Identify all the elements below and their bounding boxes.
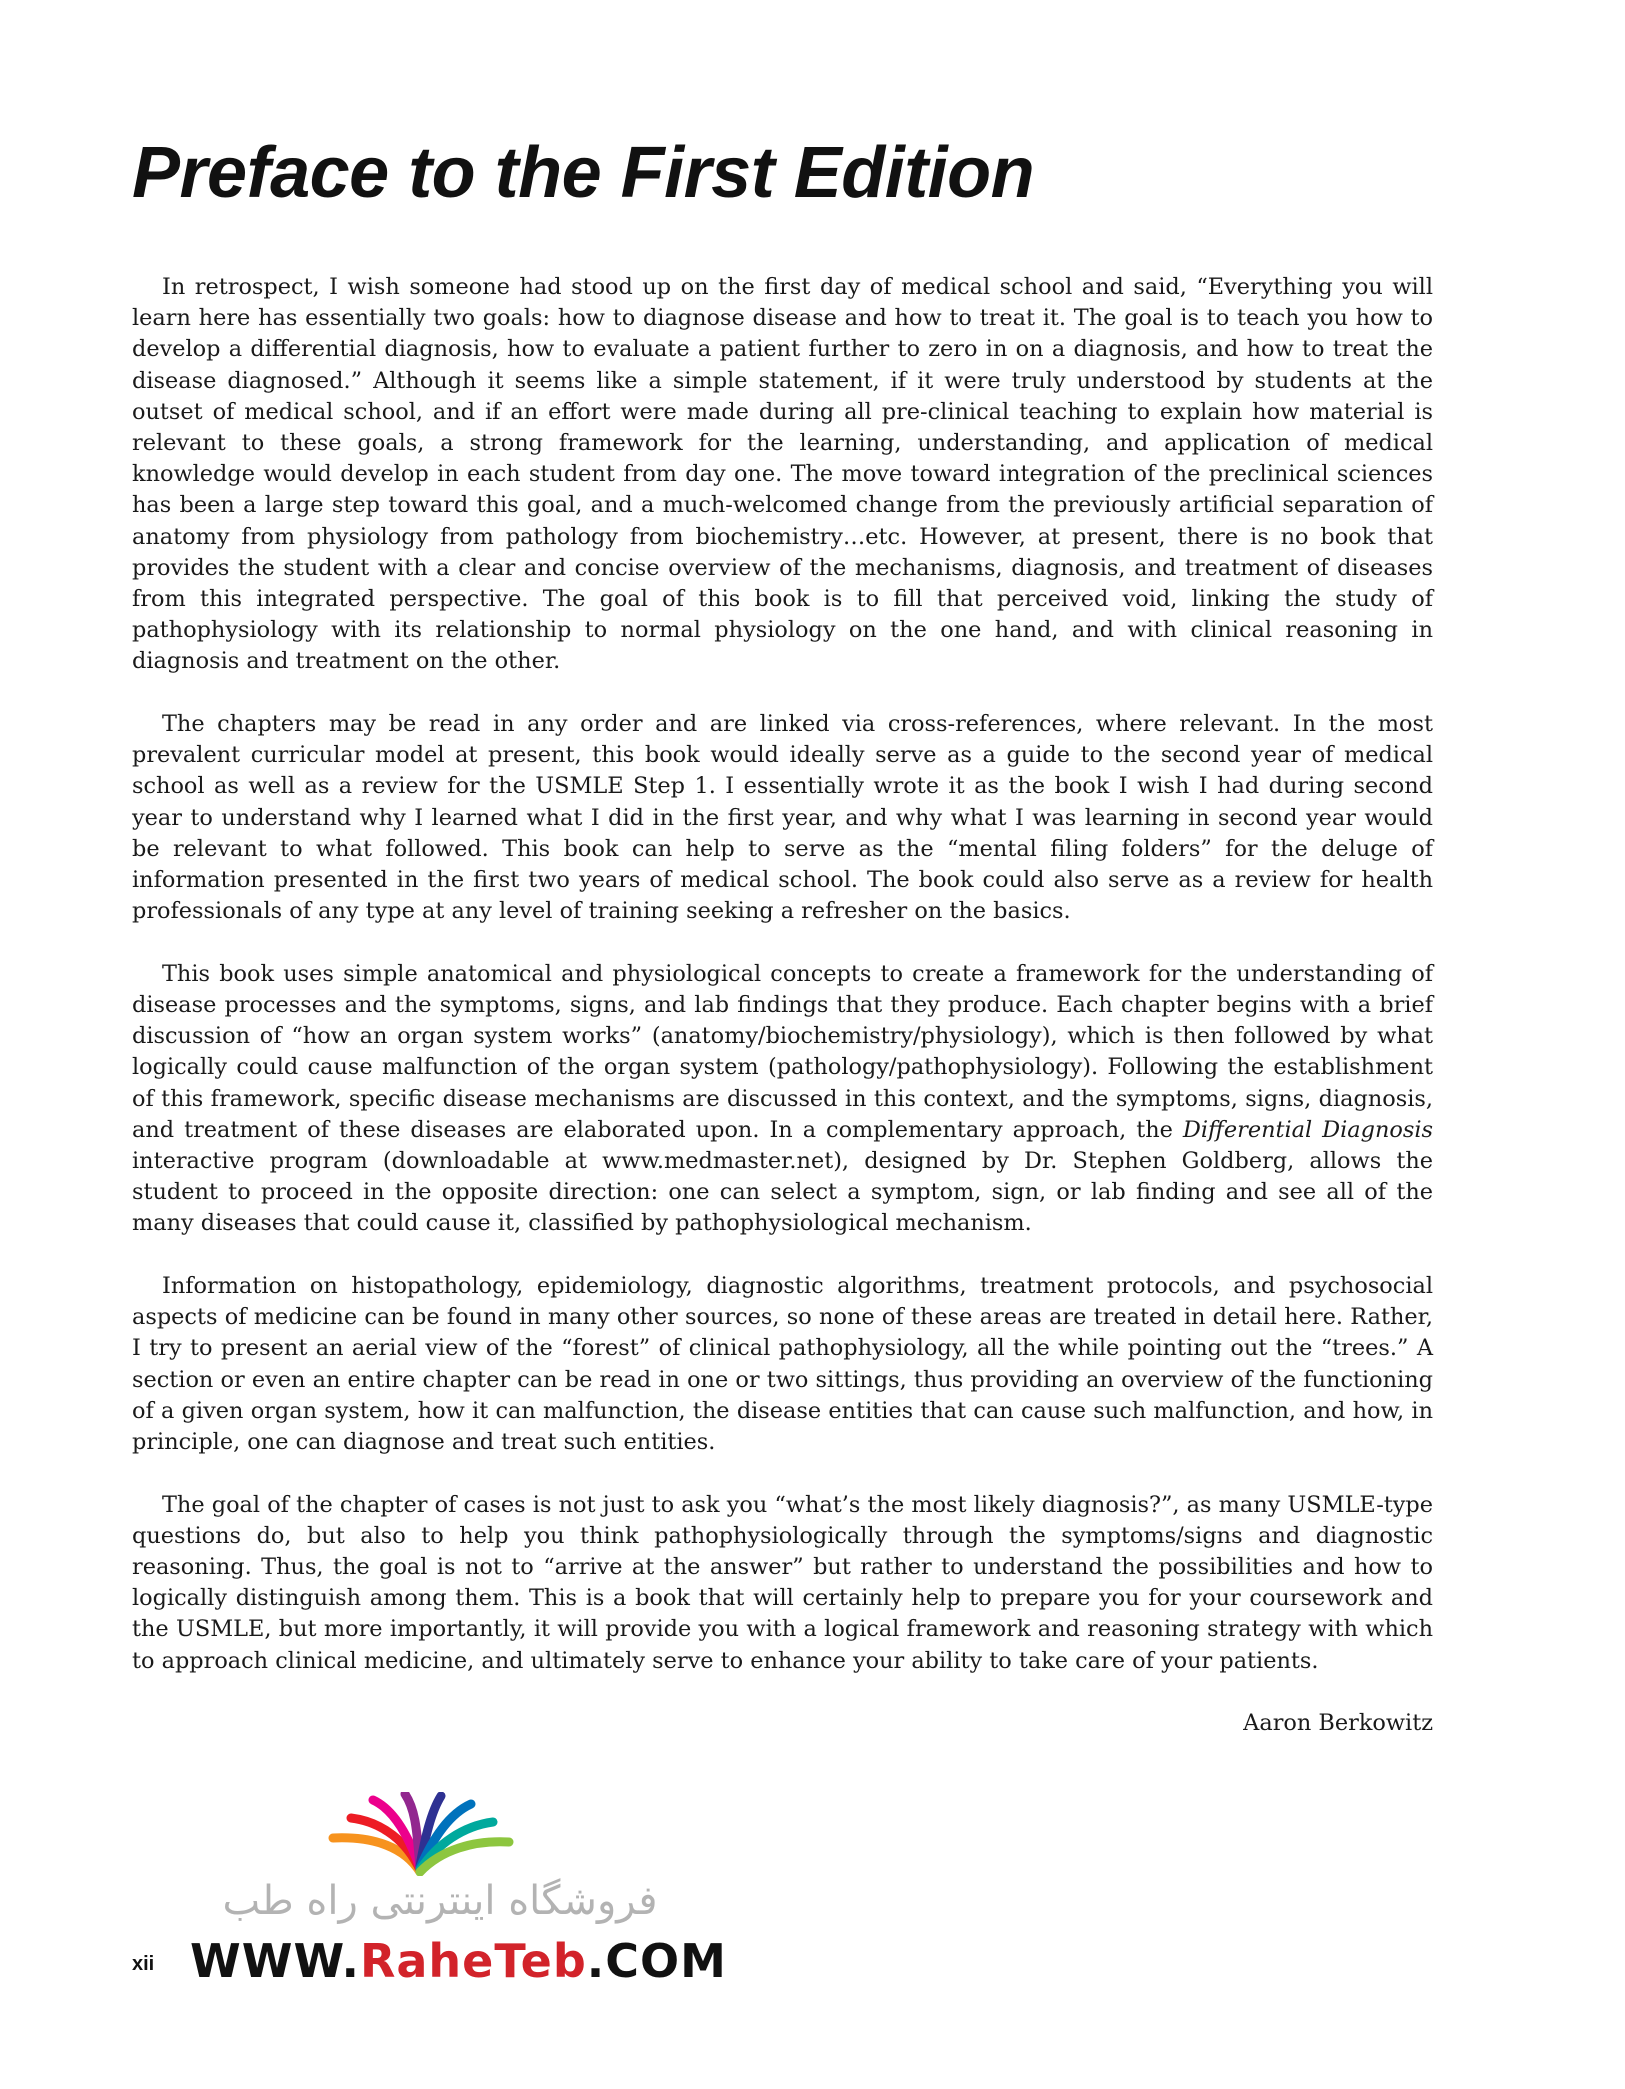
paragraph-3-end: interactive program (downloadable at www.medmaster.net), designed by Dr. Stephen Goldberg, allows the student to proceed in the opposite direction: one can select a symptom, sign, or lab finding and see all of the many diseases that could cause it, classified by pathophysiological mechanism. bbox=[132, 1148, 1433, 1237]
page-number: xii bbox=[132, 1953, 155, 1975]
watermark-persian-text: فروشگاه اینترنتی راه طب bbox=[222, 1878, 658, 1924]
paragraph-1: In retrospect, I wish someone had stood up on the first day of medical school and said, “Everything you will learn here has essentially two goals: how to diagnose disease and how to treat it. The goal is to teach you how to develop a differential diagnosis, how to evaluate a patient further to zero in on a diagnosis, and how to treat the disease diagnosed.” Although it seems like a simple statement, if it were truly understood by students at the outset of medical school, and if an effort were made during all pre-clinical teaching to explain how material is relevant to these goals, a strong framework for the learning, understanding, and application of medical knowledge would develop in each student from day one. The move toward integration of the preclinical sciences has been a large step toward this goal, and a much-welcomed change from the previously artificial separation of anatomy from physiology from pathology from biochemistry…etc. However, at present, there is no book that provides the student with a clear and concise overview of the mechanisms, diagnosis, and treatment of diseases from this integrated perspective. The goal of this book is to fill that perceived void, linking the study of pathophysiology with its relationship to normal physiology on the one hand, and with clinical reasoning in diagnosis and treatment on the other. bbox=[132, 274, 1433, 675]
watermark-url bbox=[190, 1934, 727, 1988]
preface-body bbox=[132, 272, 1433, 1771]
program-name-emphasis: Differential Diagnosis bbox=[1182, 1116, 1433, 1143]
url-suffix: .COM bbox=[586, 1934, 727, 1988]
paragraph-5: The goal of the chapter of cases is not just to ask you “what’s the most likely diagnosis?”, as many USMLE-type questions do, but also to help you think pathophysiologically through the symptoms/signs and diagnostic reasoning. Thus, the goal is not to “arrive at the answer” but rather to understand the possibilities and how to logically distinguish among them. This is a book that will certainly help to prepare you for your coursework and the USMLE, but more importantly, it will provide you with a logical framework and reasoning strategy with which to approach clinical medicine, and ultimately serve to enhance your ability to take care of your patients. bbox=[132, 1491, 1433, 1674]
paragraph-3-start: This book uses simple anatomical and physiological concepts to create a framework for the understanding of disease processes and the symptoms, signs, and lab findings that they produce. Each chapter begins with a brief discussion of “how an organ system works” (anatomy/biochemistry/physiology), which is then followed by what logically could cause malfunction of the organ system (pathology/pathophysiology). Following the establishment of this framework, specific disease mechanisms are discussed in this context, and the symptoms, signs, diagnosis, and treatment of these diseases are elaborated upon. In a complementary approach, the bbox=[132, 960, 1433, 1143]
open-book-rainbow-icon bbox=[325, 1792, 515, 1881]
paragraph-4: Information on histopathology, epidemiology, diagnostic algorithms, treatment protocols, and psychosocial aspects of medicine can be found in many other sources, so none of these areas are treated in detail here. Rather, I try to present an aerial view of the “forest” of clinical pathophysiology, all the while pointing out the “trees.” A section or even an entire chapter can be read in one or two sittings, thus providing an overview of the functioning of a given organ system, how it can malfunction, the disease entities that can cause such malfunction, and how, in principle, one can diagnose and treat such entities. bbox=[132, 1273, 1433, 1456]
url-prefix: WWW. bbox=[190, 1934, 360, 1988]
paragraph-3 bbox=[132, 959, 1433, 1240]
paragraph-2: The chapters may be read in any order and are linked via cross-references, where relevant. In the most prevalent curricular model at present, this book would ideally serve as a guide to the second year of medical school as well as a review for the USMLE Step 1. I essentially wrote it as the book I wish I had during second year to understand why I learned what I did in the first year, and why what I was learning in second year would be relevant to what followed. This book can help to serve as the “mental filing folders” for the deluge of information presented in the first two years of medical school. The book could also serve as a review for health professionals of any type at any level of training seeking a refresher on the basics. bbox=[132, 711, 1433, 925]
page-title: Preface to the First Edition bbox=[132, 133, 1035, 213]
author-signature: Aaron Berkowitz bbox=[1243, 1710, 1433, 1737]
url-name: RaheTeb bbox=[359, 1934, 587, 1988]
